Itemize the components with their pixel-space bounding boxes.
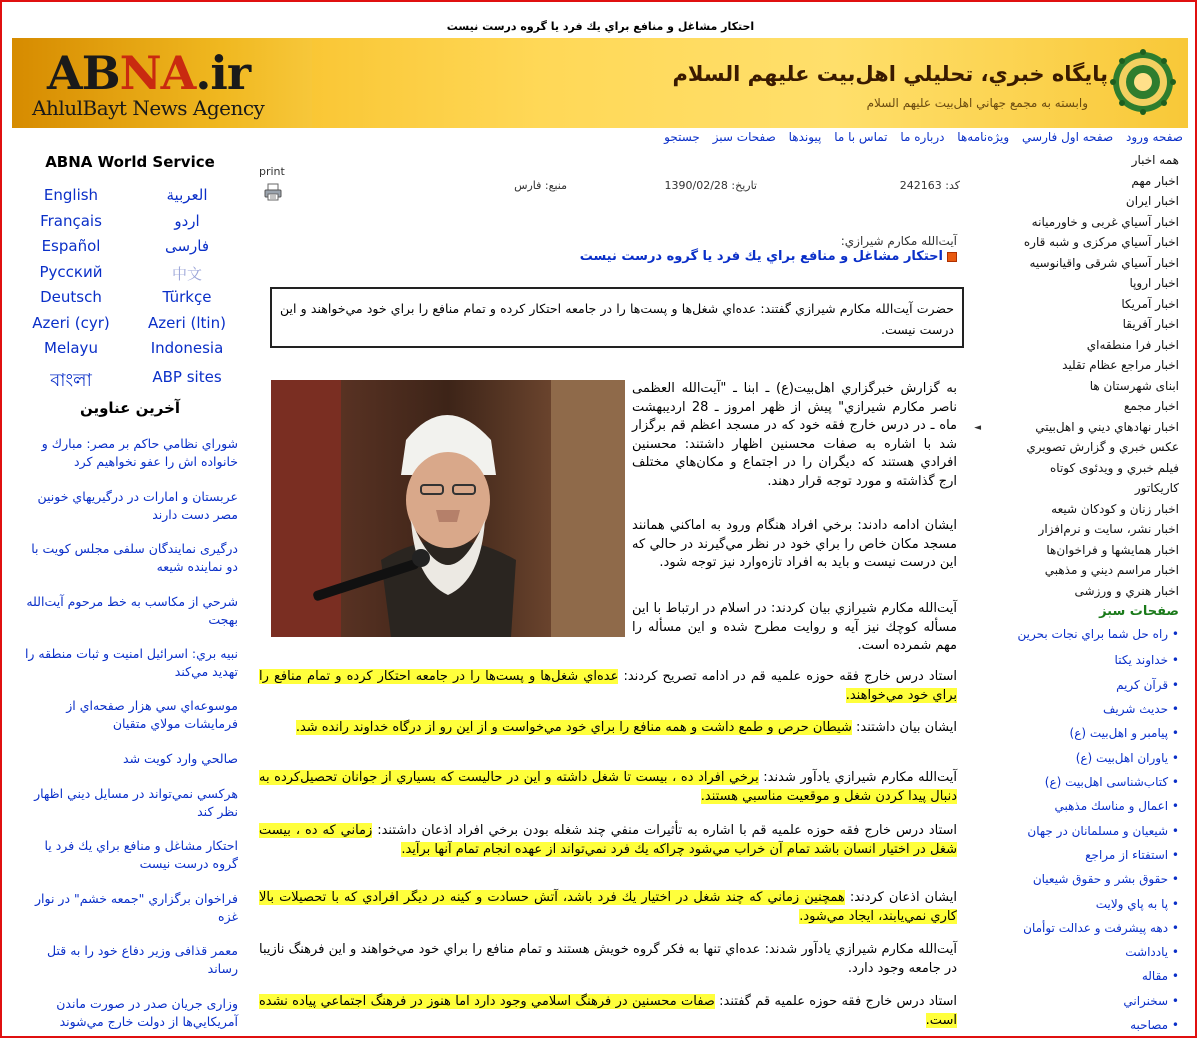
page-title: احتكار مشاغل و منافع براي يك فرد يا گروه درست نيست	[446, 20, 755, 33]
highlighted-text: برخي افراد ده ، بيست تا شغل داشته و اين در حاليست كه بسياري از جوانان تحصيل‌كرده به دنبال پيدا كردن شغل و موقعيت مناسبي هستند.	[259, 770, 957, 804]
highlighted-text: همچنين زماني كه چند شغل در اختيار يك فرد باشد، آتش حسادت و كينه در ديگر افرادي كه با تحصيلات بالا كاري نمي‌يابند، ايجاد مي‌شود.	[259, 890, 957, 924]
green-link[interactable]: • قرآن كريم	[1116, 678, 1179, 692]
latest-item[interactable]: معمر قذافی وزير دفاع خود را به قتل رساند	[47, 943, 238, 976]
category-item[interactable]: اخبار ايران	[1125, 194, 1179, 208]
category-item[interactable]: اخبار مجمع	[1123, 399, 1179, 413]
nav-persian-front[interactable]: صفحه اول فارسي	[1022, 130, 1114, 144]
green-link[interactable]: • شيعيان و مسلمانان در جهان	[1027, 824, 1179, 838]
latest-item[interactable]: احتكار مشاغل و منافع براي يك فرد يا گروه درست نيست	[44, 838, 238, 871]
nav-search[interactable]: جستجو	[664, 130, 700, 144]
lang-azeri-cyr[interactable]: Azeri (cyr)	[32, 314, 110, 332]
lang-spanish[interactable]: Español	[41, 237, 101, 255]
category-item[interactable]: ابنای شهرستان ها	[1089, 379, 1179, 393]
banner-title: پايگاه خبري، تحليلي اهل‌بيت عليهم السلام	[672, 62, 1108, 86]
latest-item[interactable]: موسوعه‌اي سي هزار صفحه‌اي از فرمايشات مولاي متقيان	[66, 698, 238, 731]
lang-persian[interactable]: فارسی	[164, 237, 210, 255]
lang-urdu[interactable]: اردو	[174, 212, 200, 230]
green-link[interactable]: • اعمال و مناسك مذهبي	[1054, 799, 1179, 813]
green-pages-title: صفحات سبز	[1099, 604, 1179, 619]
lang-turkish[interactable]: Türkçe	[162, 288, 212, 306]
green-link[interactable]: • خداوند يكتا	[1115, 653, 1179, 667]
article-source: منبع: فارس	[514, 179, 567, 192]
logo-text: ABNA.ir	[47, 46, 251, 100]
lang-abp-sites[interactable]: ABP sites	[152, 368, 222, 386]
lang-bangla[interactable]: বাংলা	[50, 370, 92, 391]
article-lead: حضرت آيت‌الله مكارم شيرازي گفتند: عده‌اي شغل‌ها و پست‌ها را در جامعه احتكار كرده و تمام منافع را براي خود مي‌خواهند و اين درست نيست.	[280, 301, 954, 337]
article-paragraph: استاد درس خارج فقه حوزه علميه قم با اشاره به تأثيرات منفي چند شغله بودن برخي افراد اذعان داشتند: زماني كه ده ، بيست شغل در اختيار انسان باشد تمام آن خراب مي‌شود چراكه يك فرد نمي‌تواند از عهده انجام تمام آنها برآيد.	[259, 823, 957, 857]
category-item[interactable]: اخبار فرا منطقه‌اي	[1086, 338, 1179, 352]
highlighted-text: عده‌اي شغل‌ها و پست‌ها را در جامعه احتكار كرده و تمام منافع را براي خود مي‌خواهند.	[259, 669, 957, 703]
green-link[interactable]: • راه حل شما براي نجات بحرين	[1018, 627, 1179, 641]
nav-links[interactable]: پيوندها	[788, 130, 822, 144]
logo-subtitle: AhlulBayt News Agency	[32, 96, 265, 120]
green-link[interactable]: • حقوق بشر و حقوق شيعيان	[1033, 872, 1179, 886]
nav-about[interactable]: درباره ما	[900, 130, 945, 144]
latest-item[interactable]: شوراي نظامي حاكم بر مصر: مبارك و خانواده اش را عفو نخواهيم كرد	[41, 436, 238, 469]
logo[interactable]	[12, 38, 312, 128]
article-date: تاريخ: 1390/02/28	[664, 179, 757, 192]
article-surtitle: آيت‌الله مكارم شيرازي:	[840, 234, 957, 248]
category-item[interactable]: عكس خبري و گزارش تصويري	[1026, 440, 1179, 454]
lang-chinese[interactable]: 中文	[171, 265, 202, 283]
category-item[interactable]: همه اخبار	[1131, 153, 1179, 167]
green-link[interactable]: • استفتاء از مراجع	[1085, 848, 1179, 862]
lead-box	[270, 287, 964, 348]
latest-headlines-title: آخرين عناوين	[79, 399, 181, 417]
highlighted-text: شيطان حرص و طمع داشت و همه منافع را براي خود مي‌خواست و از اين رو از درگاه خداوند رانده شد.	[295, 720, 852, 735]
latest-item[interactable]: نبيه بري: اسرائيل امنيت و ثبات منطقه را تهديد مي‌كند	[24, 646, 238, 679]
green-link[interactable]: • حديث شريف	[1103, 702, 1179, 716]
bullet-icon	[947, 252, 957, 262]
article-paragraph: ايشان ادامه دادند: برخي افراد هنگام ورود به اماكني همانند مسجد مكان خاص را براي خود در نظر مي‌گيرند در حالي كه اين درست نيست و بايد به افراد تازه‌وارد نيز توجه شود.	[632, 518, 957, 570]
article-paragraph: آيت‌الله مكارم شيرازي يادآور شدند: برخي افراد ده ، بيست تا شغل داشته و اين در حاليست كه بسياري از جوانان تحصيل‌كرده به دنبال پيدا كردن شغل و موقعيت مناسبي هستند.	[259, 770, 957, 804]
category-item[interactable]: اخبار آسياي مركزی و شبه قاره	[1023, 235, 1179, 249]
article-paragraph: به گزارش خبرگزاري اهل‌بيت(ع) ـ ابنا ـ "آيت‌الله العظمی ناصر مكارم شيرازي" پيش از ظهر امروز ـ 28 ارديبهشت ماه ـ در درس خارج فقه خود كه در مسجد اعظم قم برگزار شد با اشاره به صفات محسنين اظهار داشتند: محسنين افرادي هستند كه ديگران را در اجتماع و مكان‌هاي مختلف ارج گذاشته و مورد توجه قرار دهند.	[632, 381, 957, 489]
nav-home[interactable]: صفحه ورود	[1126, 130, 1183, 144]
latest-item[interactable]: فراخوان برگزاري "جمعه خشم" در نوار غزه	[35, 891, 238, 924]
lang-azeri-latin[interactable]: Azeri (ltin)	[148, 314, 226, 332]
green-link[interactable]: • يادداشت	[1125, 945, 1179, 959]
nav-specials[interactable]: ويژه‌نامه‌ها	[957, 130, 1010, 144]
banner-subtitle: وابسته به مجمع جهاني اهل‌بيت عليهم السلام	[866, 96, 1088, 110]
printer-icon[interactable]	[264, 183, 282, 201]
category-item[interactable]: اخبار نشر، سايت و نرم‌افزار	[1038, 522, 1179, 536]
article-paragraph: استاد درس خارج فقه حوزه علميه قم در ادامه تصريح كردند: عده‌اي شغل‌ها و پست‌ها را در جامعه احتكار كرده و تمام منافع را براي خود مي‌خواهند.	[259, 669, 957, 703]
green-link[interactable]: • پا به پاي ولايت	[1096, 897, 1179, 911]
green-link[interactable]: • كتاب‌شناسی اهل‌بيت (ع)	[1045, 775, 1179, 789]
latest-item[interactable]: وزارى جريان صدر در صورت ماندن آمريكايي‌ها از دولت خارج مي‌شوند	[56, 996, 238, 1029]
highlighted-text: صفات محسنين در فرهنگ اسلامي وجود دارد اما هنوز در فرهنگ اجتماعي پياده نشده است.	[259, 994, 957, 1028]
green-link[interactable]: • مقاله	[1142, 969, 1179, 983]
green-link[interactable]: • ياوران اهل‌بيت (ع)	[1076, 751, 1179, 765]
print-label[interactable]: print	[259, 165, 285, 178]
category-item[interactable]: اخبار هنري و ورزشی	[1074, 584, 1179, 598]
lang-malay[interactable]: Melayu	[44, 339, 98, 357]
article-code: كد: 242163	[899, 179, 960, 192]
lang-indonesian[interactable]: Indonesia	[150, 339, 224, 357]
nav-green-pages[interactable]: صفحات سبز	[712, 130, 776, 144]
lang-english[interactable]: English	[43, 186, 99, 204]
highlighted-text: زماني كه ده ، بيست شغل در اختيار انسان باشد تمام آن خراب مي‌شود چراكه يك فرد نمي‌تواند از عهده انجام تمام آنها برآيد.	[259, 823, 957, 857]
category-item[interactable]: اخبار مهم	[1131, 174, 1179, 188]
green-link[interactable]: • مصاحبه	[1130, 1018, 1179, 1032]
category-item[interactable]: اخبار همايشها و فراخوان‌ها	[1046, 543, 1179, 557]
category-item[interactable]: اخبار آسياي غربی و خاورميانه	[1031, 215, 1179, 229]
site-banner	[12, 38, 1188, 128]
article-paragraph: آيت‌الله مكارم شيرازي بيان كردند: در اسلام در ارتباط با اين مسأله كوچك نيز آيه و روايت مطرح شده و اين مسأله را مهم شمرده است.	[632, 601, 957, 653]
category-item[interactable]: اخبار مراجع عظام تقليد	[1062, 358, 1179, 372]
article-title: احتكار مشاغل و منافع براي يك فرد يا گروه درست نيست	[580, 249, 957, 264]
main-nav	[655, 130, 1183, 144]
latest-item[interactable]: شرحي از مكاسب به خط مرحوم آيت‌الله بهجت	[26, 594, 238, 627]
emblem-icon	[1110, 46, 1176, 118]
lang-german[interactable]: Deutsch	[40, 288, 102, 306]
article-paragraph: استاد درس خارج فقه حوزه علميه قم گفتند: صفات محسنين در فرهنگ اسلامي وجود دارد اما هنوز در فرهنگ اجتماعي پياده نشده است.	[259, 994, 957, 1028]
lang-arabic[interactable]: العربية	[166, 186, 208, 204]
world-service-title: ABNA World Service	[45, 153, 215, 171]
article-paragraph: آيت‌الله مكارم شيرازي يادآور شدند: عده‌اي تنها به فكر گروه خويش هستند و تمام منافع را براي خود مي‌خواهند و اين فرهنگ نازيبا در جامعه وجود دارد.	[259, 942, 957, 976]
category-item[interactable]: اخبار مراسم ديني و مذهبي	[1044, 563, 1179, 577]
green-link[interactable]: • پيامبر و اهل‌بيت (ع)	[1070, 726, 1179, 740]
category-item[interactable]: كاريكاتور	[1134, 481, 1179, 495]
category-item[interactable]: اخبار آمريكا	[1121, 297, 1179, 311]
category-item[interactable]: فيلم خبري و ويدئوی كوتاه	[1050, 461, 1179, 475]
latest-item[interactable]: درگيری نمايندگان سلفی مجلس كويت با دو نماينده شيعه	[31, 541, 238, 574]
article-paragraph: ايشان اذعان كردند: همچنين زماني كه چند شغل در اختيار يك فرد باشد، آتش حسادت و كينه در ديگر افرادي كه با تحصيلات بالا كاري نمي‌يابند، ايجاد مي‌شود.	[259, 890, 957, 924]
category-item[interactable]: اخبار زنان و كودكان شيعه	[1051, 502, 1179, 516]
category-item[interactable]: اخبار نهادهاي ديني و اهل‌بيتي	[1035, 420, 1179, 434]
caret-left-icon: ◄	[974, 423, 981, 433]
article-photo	[271, 380, 625, 637]
latest-item[interactable]: صالحي وارد كويت شد	[123, 751, 238, 766]
category-item[interactable]: اخبار آفريقا	[1122, 317, 1179, 331]
category-item[interactable]: اخبار آسياي شرقی واقيانوسيه	[1029, 256, 1179, 270]
lang-french[interactable]: Français	[40, 212, 102, 230]
category-item[interactable]: اخبار اروپا	[1129, 276, 1179, 290]
green-link[interactable]: • سخنراني	[1123, 994, 1179, 1008]
nav-contact[interactable]: تماس با ما	[834, 130, 888, 144]
lang-russian[interactable]: Русский	[39, 263, 103, 281]
latest-item[interactable]: هركسي نمي‌تواند در مسايل ديني اظهار نظر كند	[34, 786, 238, 819]
latest-item[interactable]: عربستان و امارات در درگيريهاي خونين مصر دست دارند	[37, 489, 238, 522]
article-paragraph: ايشان بيان داشتند: شيطان حرص و طمع داشت و همه منافع را براي خود مي‌خواست و از اين رو از درگاه خداوند رانده شد.	[295, 720, 957, 735]
green-link[interactable]: • دهه پيشرفت و عدالت توأمان	[1023, 921, 1179, 935]
